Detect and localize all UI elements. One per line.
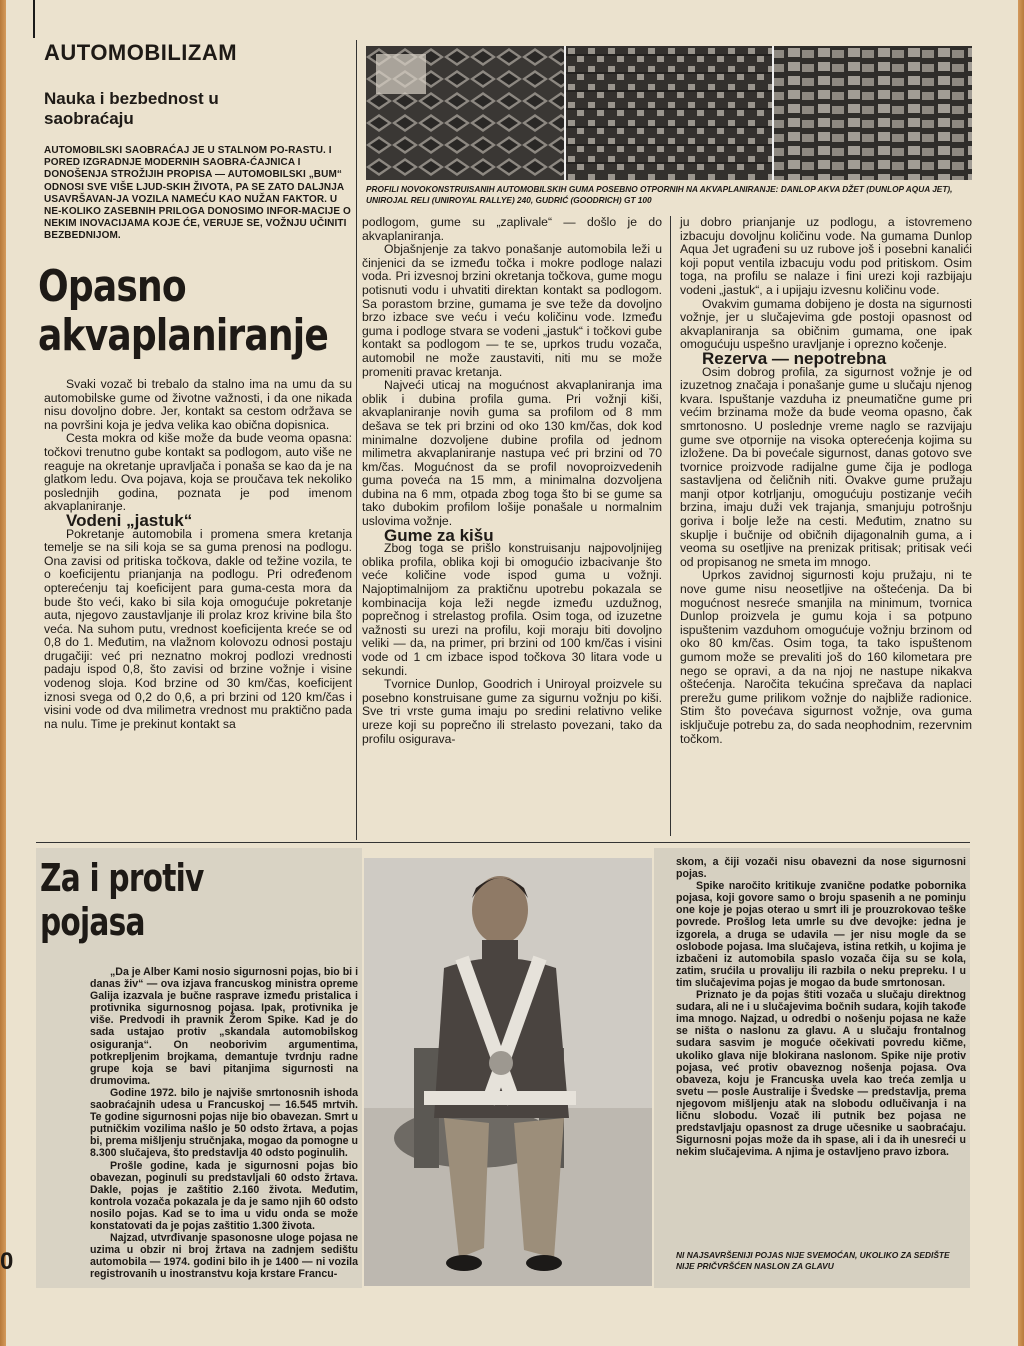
sidebar-right-text: [676, 856, 966, 1158]
article-headline: Opasno akvaplaniranje: [38, 261, 328, 361]
sidebar-headline: Za i protiv pojasa: [40, 856, 204, 944]
column-2: [362, 216, 662, 746]
paragraph: Uprkos zavidnoj sigurnosti koju pružaju, ni te nove gume nisu neosetljive na oštećenja. Da bi mogućnost nesreće smanjila na minimum, tvornica Dunlop proizvela je gumu koja i sa potpuno ispuštenim vazduhom omogućuje vožnju brzinom od oko 80 km/čas. Osim toga, ta tako ispuštenom gumom može se prevaliti još do 160 kilometara pre nego se opravi, a da na njoj ne nastupe nikakva oštećenja. Naročita tekućina sprečava da naplaci prerežu gume prilikom vožnje do najbliže radionice. Stim što povećava sigurnost vožnje, ova guma isključuje potrebu za, do sada neophodnim, rezervnim točkom.: [680, 568, 972, 746]
intro-text: AUTOMOBILSKI SAOBRAĆAJ JE U STALNOM PO-RASTU. I PORED IZGRADNJE MODERNIH SAOBRA-ĆAJNICA I DONOŠENJA STROŽIJIH PROPISA — AUTOMOBILSKI „BUM“ ODNOSI SVE VIŠE LJUD-SKIH ŽIVOTA, PA SE ZATO DALJNJA USAVRŠAVAN-JA VOZILA NAMEĆU KAO NUŽAN FAKTOR. U NE-KOLIKO ZASEBNIH PRILOGA DONOSIMO INFOR-MACIJE O NEKIM INOVACIJAMA KOJE ĆE, VERUJE SE, VOŽNJU UČINITI BEZBEDNIJOM.: [44, 145, 351, 242]
photo-caption: NI NAJSAVRŠENIJI POJAS NIJE SVEMOĆAN, UKOLIKO ZA SEDIŠTE NIJE PRIČVRŠĆEN NASLON ZA GLAVU: [676, 1250, 950, 1271]
paragraph: Godine 1972. bilo je najviše smrtonosnih ishoda saobraćajnih udesa u Francuskoj — 16.545 mrtvih. Te godine sigurnosni pojas nije bio obavezan. Smrt u putničkim vozilima našlo je 50 odsto žrtava, a pojas bi, prema mišljenju stručnjaka, mogao da pomogne u 8.300 slučajeva, što predstavlja 40 odsto poginulih.: [90, 1086, 358, 1160]
column-rule: [670, 216, 671, 836]
top-rule: [33, 0, 35, 38]
tire-photo-caption: PROFILI NOVOKONSTRUISANIH AUTOMOBILSKIH GUMA POSEBNO OTPORNIH NA AKVAPLANIRANJE: DANLOP AKVA DŽET (DUNLOP AQUA JET), UNIROJAL RELI (UNIROYAL RALLYE) 240, GUDRIĆ (GOODRICH) GT 100: [366, 184, 953, 205]
column-1: [44, 378, 352, 731]
paragraph: skom, a čiji vozači nisu obavezni da nose sigurnosni pojas.: [676, 856, 966, 881]
paragraph: Spike naročito kritikuje zvanične podatke pobornika pojasa, koji govore samo o broju spasenih a ne pominju one koje je pojas oterao u smrt ili je prouzrokovao teške povrede. Prošlog leta umrle su dve devojke: jedna je izgorela, a druga se udavila — jer nisu mogle da se oslobode pojasa. Ima slučajeva, istina retkih, u kojima je izbačeni iz automobila spaslo vozača čija su se kola, zatim, srućila u provaliju ili razbila o neku prepreku. I u tim slučajevima pojas je mogao da bude smrtonosan.: [676, 880, 966, 989]
paragraph: Objašnjenje za takvo ponašanje automobila leži u činjenici da se između točka i mokre podloge nalazi voda. Pri izvesnoj brzini okretanja točkova, gume mogu potisnuti vodu i uhvatiti direktan kontakt sa podlogom. Sa porastom brzine, gumama je sve teže da dovoljno brzo izbace sve veću i veću količinu vode. Između guma i podloge stvara se vodeni „jastuk“ i točkovi gube kontakt sa podlogom — te se, uprkos trudu vozača, automobil ne može zaustaviti, niti mu se može promeniti pravac kretanja.: [362, 242, 662, 379]
sidebar-left-text: [90, 966, 358, 1280]
page-number: 0: [0, 1248, 14, 1275]
paragraph: Zbog toga se prišlo konstruisanju najpovoljnijeg oblika profila, oblika koji bi omogućio izbacivanje što veće količine vode ispod guma u vožnji. Najoptimalnijom za praktičnu upotrebu pokazala se kombinacija koja leži negde između uzdužnog, poprečnog i strelastog profila. Osim toga, od izuzetne važnosti su urezi na profilu, koji moraju biti dovoljno veliki — da, na primer, pri brzini od 100 km/čas i visini vode od 1 cm izbace ispod točkova 30 litara vode u sekundi.: [362, 541, 662, 678]
tire-tread-photo: [366, 46, 972, 180]
paragraph: Cesta mokra od kiše može da bude veoma opasna: točkovi trenutno gube kontakt sa podlogom, auto više ne reaguje na okretanje upravljača i ponaša se kao da je na glatkom ledu. Ova pojava, koja se proučava tek nekoliko poslednjih godina, poznata je pod imenom akvaplaniranje.: [44, 431, 352, 514]
paragraph: Priznato je da pojas štiti vozača u slučaju direktnog sudara, ali ne i u slučajevima bočnih sudara, kojih takođe ima mnogo. Najzad, u odredbi o nošenju pojasa ne kaže se ništa o naslonu za glavu. A u slučaju frontalnog sudara sasvim je moguće očekivati povredu kičme, ukoliko glava nije blokirana naslonom. Spike nije protiv pojasa, već protiv obaveznog nošenja pojasa. Ova obaveza, koju je Francuska uvela kao treća zemlja u svetu — posle Australije i Švedske — predstavlja, prema njegovom mišljenju atak na slobodu odlučivanja i na ličnu slobodu. Vozač ili putnik bez pojasa ne predstavljaju opasnost za druge učesnike u saobraćaju. Sigurnosni pojas može da ih spase, ali i da ih unesreći u nekim slučajevima. A njima je ostavljeno pravo izbora.: [676, 989, 966, 1159]
column-rule: [356, 40, 357, 840]
paragraph: Osim dobrog profila, za sigurnost vožnje je od izuzetnog značaja i ponašanje gume u slučaju njenog kvara. Ispuštanje vazduha iz pneumatične gume pri većim brzinama može da bude veoma opasno, čak smrtonosno. U poslednje vreme naglo se razvijaju gume sve otpornije na visoka opterećenja kojima su izložene. Da bi povećale sigurnost, danas gotovo sve tvornice proizvode radijalne gume čija je podloga sastavljena od čeličnih niti. Ovakve gume pružaju manji otpor kotrljanju, omogućuju postizanje većih brzina, imaju duži vek trajanja, smanjuju potrošnju goriva i bolje leže na cesti. Međutim, znatno su skuplje i bučnije od običnih dijagonalnih guma, a i veoma su osetljive na prenizak pritisak; pritisak veći od propisanog ne smeta im mnogo.: [680, 364, 972, 569]
seatbelt-photo: [364, 858, 652, 1286]
paragraph: Najveći uticaj na mogućnost akvaplaniranja ima oblik i dubina profila guma. Pri vožnji kiši, akvaplaniranje novih guma sa profilom od 8 mm dešava se tek pri brzini od oko 130 km/čas, dok kod minimalne dozvoljene dubine profila od jednom milimetra akvaplaniranje nastupa već pri brzini od 70 km/čas. Mogućnost da se profil novoproizvedenih guma poveća na 15 mm, a minimalna dozvoljena dubina na 6 mm, otpada zbog toga što bi se gume sa tako dubokim profilom lošije ponašale u normalnim uslovima vožnje.: [362, 378, 662, 529]
tire-tread-illustration: [366, 46, 972, 180]
paragraph: podlogom, gume su „zaplivale“ — došlo je do akvaplaniranja.: [362, 215, 662, 243]
paragraph: „Da je Alber Kami nosio sigurnosni pojas, bio bi i danas živ“ — ova izjava francuskog ministra opreme Galija izazvala je bučne rasprave između pristalica i protivnika sigurnosnog pojasa. Ipak, protivnika je više. Predvodi ih pravnik Žerom Spike. Kad je do sada ustajao protiv „skandala automobilskog osiguranja“. On neoborivim argumentima, potkrepljenim brojkama, demantuje tvrdnju radne grupe koja se bavi pitanjima sigurnosti na drumovima.: [90, 966, 359, 1087]
section-title: AUTOMOBILIZAM: [44, 40, 238, 65]
paragraph: Prošle godine, kada je sigurnosni pojas bio obavezan, poginuli su predstavljali 60 odsto žrtava. Dakle, pojas je zaštitio 2.160 života. Međutim, kontrola vozača pokazala je da je samo njih 60 odsto nosilo pojas. Kad se to ima u vidu onda se može konstatovati da je pojas zaštitio 1.300 života.: [90, 1159, 358, 1232]
subheading: Gume za kišu: [384, 525, 494, 545]
column-3: [680, 216, 972, 746]
paragraph: Ovakvim gumama dobijeno je dosta na sigurnosti vožnje, jer u slučajevima gde postoji opasnost od akvaplaniranja sa običnim gumama, one ipak omogućuju uspešno uravljanje i oprezno kočenje.: [680, 296, 972, 352]
paragraph: Pokretanje automobila i promena smera kretanja temelje se na sili koja se sa guma prenosi na podlogu. Ona zavisi od pritiska točkova, dakle od težine vozila, te o koeficijentu prianjanja na podlogu. Pri određenom opterećenju taj koeficijent para guma-cesta mora da bude što veći, kako bi sila koja omogućuje pokretanje auta, njegovo zaustavljanje ili prolaz kroz krivine bila što veća. Na suhom putu, vrednost koeficijenta kreće se od 0,8 do 1. Međutim, na vlažnom kolovozu odnosi postaju drugačiji: već pri neznatno mokroj podlozi vrednosti padaju ispod 0,8, što zavisi od brzine vožnje i visine vodenog sloja. Kod brzine od 30 km/čas, koeficijent iznosi svega od 0,2 do 0,6, a pri brzini od 120 km/čas i visini vode od dva milimetra vrednost mu praktično pada na nulu. Time je prekinut kontakt sa: [44, 526, 352, 731]
paragraph: Svaki vozač bi trebalo da stalno ima na umu da su automobilske gume od životne važnosti, i da one nikada nisu dovoljno dobre. Jer, kontakt sa cestom održava se na površini koja je jedva velika kao obična dopisnica.: [44, 377, 352, 432]
paragraph: ju dobro prianjanje uz podlogu, a istovremeno izbacuju dovoljnu količinu vode. Na gumama Dunlop Aqua Jet ugrađeni su uz rubove još i posebni kanalići koji poput ventila izbacuju vodu pod pritiskom. Osim toga, na profilu se nalaze i fini urezi koji razbijaju vodeni „jastuk“, a i upijaju izvesnu količinu vode.: [680, 215, 972, 297]
paragraph: Najzad, utvrđivanje spasonosne uloge pojasa ne uzima u obzir ni broj žrtava na zadnjem sedištu automobila — 1974. godini bilo ih je 1400 — ni vozila registrovanih u inostranstvu koja krstare Francu-: [90, 1232, 358, 1281]
page-edge-right: [1018, 0, 1024, 1346]
subheading: Vodeni „jastuk“: [66, 510, 193, 530]
article-subtitle: Nauka i bezbednost u saobraćaju: [44, 89, 219, 128]
subheading: Rezerva — nepotrebna: [702, 348, 887, 368]
person-seatbelt-illustration: [364, 858, 652, 1286]
page-edge-left: [0, 0, 6, 1346]
paragraph: Tvornice Dunlop, Goodrich i Uniroyal proizvele su posebno konstruisane gume za sigurnu vožnju po kiši. Sve tri vrste guma imaju po sredini relativno velike ureze koji su poprečno ili strelasto povezani, tako da profilu osigurava-: [362, 677, 662, 746]
horizontal-rule: [36, 842, 970, 843]
